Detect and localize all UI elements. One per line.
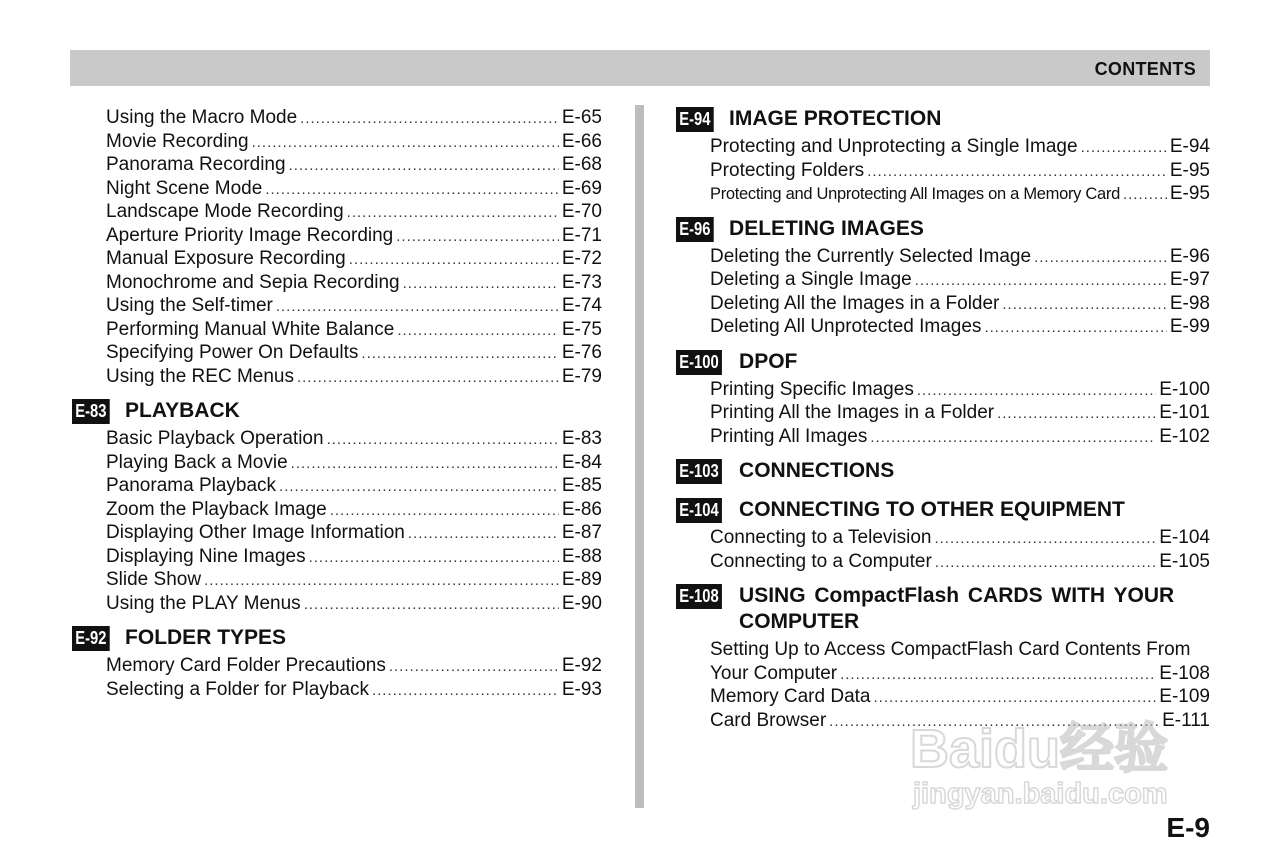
toc-entry-page: E-97 — [1169, 269, 1210, 290]
dot-leader — [291, 452, 559, 476]
section-title: FOLDER TYPES — [125, 626, 287, 649]
dot-leader — [372, 679, 559, 703]
toc-entry-title: Landscape Mode Recording — [106, 201, 344, 222]
page-badge: E-100 — [676, 350, 722, 375]
toc-entry-title: Specifying Power On Defaults — [106, 342, 359, 363]
toc-entry-title: Connecting to a Computer — [710, 550, 932, 572]
toc-entry-title: Manual Exposure Recording — [106, 248, 346, 269]
toc-entry-page: E-105 — [1159, 550, 1210, 572]
dot-leader — [252, 131, 559, 155]
dot-leader — [330, 499, 559, 523]
dot-leader — [984, 316, 1166, 340]
toc-entry-setting-up-to-access-compactflash-card-contents-from — [676, 638, 1210, 662]
dot-leader — [935, 551, 1157, 575]
section-heading — [676, 106, 1210, 136]
toc-entry-page: E-93 — [561, 678, 602, 700]
dot-leader — [840, 663, 1156, 687]
toc-entry-printing-all-the-images-in-a-folder — [676, 401, 1210, 425]
section-connections — [676, 458, 1210, 488]
dot-leader — [347, 201, 559, 225]
dot-leader — [276, 295, 559, 319]
toc-entry-title: Basic Playback Operation — [106, 428, 324, 449]
toc-entry-deleting-all-the-images-in-a-folder — [676, 292, 1210, 316]
toc-entry-aperture-priority-image-recording — [72, 224, 602, 248]
toc-entry-title: Connecting to a Television — [710, 527, 932, 548]
section-deleting-images — [676, 216, 1210, 339]
toc-entry-printing-all-images — [676, 425, 1210, 449]
dot-leader — [279, 475, 559, 499]
dot-leader — [204, 569, 559, 593]
toc-entry-title: Using the Self-timer — [106, 295, 273, 316]
toc-entry-page: E-65 — [561, 107, 602, 128]
toc-entry-title: Memory Card Data — [710, 686, 871, 707]
toc-entry-title: Deleting All Unprotected Images — [710, 316, 982, 337]
toc-entry-page: E-94 — [1169, 136, 1210, 157]
toc-entry-connecting-to-a-computer — [676, 550, 1210, 574]
toc-entry-using-the-self-timer — [72, 294, 602, 318]
toc-entry-title: Zoom the Playback Image — [106, 498, 327, 520]
dot-leader — [300, 107, 559, 131]
toc-entry-page: E-102 — [1159, 425, 1210, 447]
toc-entry-title: Night Scene Mode — [106, 177, 263, 199]
dot-leader — [867, 160, 1167, 184]
toc-entry-page: E-69 — [561, 177, 602, 199]
dot-leader — [915, 269, 1167, 293]
toc-entry-page: E-101 — [1159, 402, 1210, 423]
toc-entry-page: E-88 — [561, 545, 602, 567]
toc-entry-title: Displaying Nine Images — [106, 545, 306, 567]
dot-leader — [397, 319, 559, 343]
toc-entry-page: E-100 — [1159, 378, 1210, 400]
dot-leader — [297, 366, 559, 390]
toc-entry-title: Slide Show — [106, 569, 202, 590]
section-dpof — [676, 349, 1210, 449]
toc-entry-title: Using the Macro Mode — [106, 107, 298, 128]
toc-entry-title: Deleting All the Images in a Folder — [710, 292, 1000, 314]
toc-entry-protecting-folders — [676, 159, 1210, 183]
toc-entry-page: E-72 — [561, 248, 602, 269]
toc-entry-performing-manual-white-balance — [72, 318, 602, 342]
toc-entry-title: Selecting a Folder for Playback — [106, 678, 369, 700]
toc-entry-title: Using the REC Menus — [106, 365, 294, 387]
section-title: IMAGE PROTECTION — [729, 107, 942, 130]
toc-entry-using-the-play-menus — [72, 592, 602, 616]
section-using-compactflash-cards-with-your-computer — [676, 583, 1210, 732]
dot-leader — [1081, 136, 1167, 160]
section-heading — [72, 398, 602, 428]
toc-entry-page: E-109 — [1159, 686, 1210, 707]
page-badge: E-104 — [676, 498, 722, 523]
toc-entry-selecting-a-folder-for-playback — [72, 678, 602, 702]
dot-leader — [309, 546, 559, 570]
section-connecting-to-other-equipment — [676, 497, 1210, 573]
toc-entry-page: E-108 — [1159, 662, 1210, 684]
toc-entry-page: E-96 — [1169, 245, 1210, 267]
toc-entry-title: Aperture Priority Image Recording — [106, 224, 394, 246]
toc-entry-page: E-87 — [561, 522, 602, 543]
toc-entry-slide-show — [72, 568, 602, 592]
toc-entry-page: E-74 — [561, 295, 602, 316]
toc-entry-page: E-66 — [561, 130, 602, 152]
dot-leader — [934, 527, 1156, 551]
toc-entry-title: Printing Specific Images — [710, 378, 914, 400]
toc-entry-page: E-85 — [561, 475, 602, 496]
section-heading — [676, 216, 1210, 246]
toc-entry-using-the-macro-mode — [72, 106, 602, 130]
toc-entry-specifying-power-on-defaults — [72, 341, 602, 365]
toc-entry-page: E-83 — [561, 428, 602, 449]
toc-entry-night-scene-mode — [72, 177, 602, 201]
dot-leader — [917, 379, 1156, 403]
toc-entry-title: Card Browser — [710, 709, 827, 731]
section-title: CONNECTING TO OTHER EQUIPMENT — [739, 498, 1125, 521]
toc-entry-title: Monochrome and Sepia Recording — [106, 271, 400, 293]
toc-entry-page: E-68 — [561, 154, 602, 175]
dot-leader — [304, 593, 559, 617]
toc-entry-deleting-a-single-image — [676, 268, 1210, 292]
toc-entry-page: E-95 — [1169, 183, 1210, 204]
section-title: DPOF — [739, 349, 798, 373]
toc-entry-displaying-nine-images — [72, 545, 602, 569]
section-heading — [72, 625, 602, 655]
toc-entry-page: E-71 — [561, 224, 602, 246]
dot-leader — [327, 428, 559, 452]
left-column — [72, 106, 602, 701]
page-badge: E-94 — [676, 107, 714, 132]
toc-entry-deleting-all-unprotected-images — [676, 315, 1210, 339]
toc-entry-page: E-79 — [561, 365, 602, 387]
dot-leader — [403, 272, 559, 296]
toc-entry-connecting-to-a-television — [676, 526, 1210, 550]
toc-entry-page: E-70 — [561, 201, 602, 222]
toc-entry-page: E-84 — [561, 451, 602, 473]
dot-leader — [1002, 293, 1166, 317]
toc-entry-title: Protecting Folders — [710, 159, 865, 181]
toc-entry-deleting-the-currently-selected-image — [676, 245, 1210, 269]
dot-leader — [1034, 246, 1167, 270]
toc-entry-title: Your Computer — [710, 662, 838, 684]
toc-entry-title: Deleting the Currently Selected Image — [710, 245, 1032, 267]
toc-entry-page: E-75 — [561, 318, 602, 340]
dot-leader — [829, 710, 1159, 734]
header-title: CONTENTS — [1094, 59, 1196, 79]
toc-entry-page: E-86 — [561, 498, 602, 520]
toc-entry-manual-exposure-recording — [72, 247, 602, 271]
toc-entry-playing-back-a-movie — [72, 451, 602, 475]
toc-entry-title: Setting Up to Access CompactFlash Card Contents From — [710, 639, 1191, 660]
toc-entry-basic-playback-operation — [72, 427, 602, 451]
toc-entry-using-the-rec-menus — [72, 365, 602, 389]
toc-entry-printing-specific-images — [676, 378, 1210, 402]
section-heading — [676, 458, 1210, 488]
toc-entry-title: Printing All the Images in a Folder — [710, 402, 995, 423]
toc-entry-title: Protecting and Unprotecting All Images on a Memory Card — [710, 185, 1120, 203]
dot-leader — [1123, 183, 1167, 207]
toc-entry-movie-recording — [72, 130, 602, 154]
toc-entry-title: Movie Recording — [106, 130, 249, 152]
dot-leader — [874, 686, 1157, 710]
toc-entry-zoom-the-playback-image — [72, 498, 602, 522]
watermark-line1: Baidu经验 — [910, 719, 1169, 779]
page-badge: E-83 — [72, 399, 110, 424]
section-title: DELETING IMAGES — [729, 216, 924, 240]
dot-leader — [408, 522, 559, 546]
toc-entry-page: E-76 — [561, 342, 602, 363]
toc-entry-title: Panorama Playback — [106, 475, 277, 496]
dot-leader — [349, 248, 559, 272]
section-title: USING CompactFlash CARDS WITH YOUR COMPUTER — [739, 584, 1175, 633]
toc-entry-page: E-98 — [1169, 292, 1210, 314]
toc-entry-protecting-and-unprotecting-a-single-image — [676, 135, 1210, 159]
dot-leader — [389, 655, 559, 679]
section-title: CONNECTIONS — [739, 459, 895, 482]
toc-entry-panorama-playback — [72, 474, 602, 498]
toc-entry-title: Panorama Recording — [106, 154, 286, 175]
dot-leader — [265, 178, 559, 202]
toc-entry-page: E-73 — [561, 271, 602, 293]
dot-leader — [396, 225, 559, 249]
toc-entry-page: E-111 — [1162, 709, 1210, 731]
dot-leader — [289, 154, 559, 178]
section-playback — [72, 398, 602, 615]
toc-entry-title: Performing Manual White Balance — [106, 318, 395, 340]
toc-entry-title: Playing Back a Movie — [106, 451, 288, 473]
toc-entry-card-browser — [676, 709, 1210, 733]
dot-leader — [997, 402, 1156, 426]
toc-entry-title: Deleting a Single Image — [710, 269, 912, 290]
toc-entry-page: E-104 — [1159, 527, 1210, 548]
toc-entry-your-computer — [676, 662, 1210, 686]
section-image-protection — [676, 106, 1210, 206]
page-badge: E-108 — [676, 584, 722, 609]
page-number: E-9 — [1166, 812, 1210, 843]
section-title: PLAYBACK — [125, 399, 240, 422]
column-divider — [635, 105, 644, 808]
dot-leader — [870, 426, 1156, 450]
toc-entry-protecting-and-unprotecting-all-images-on-a-memory-card — [676, 182, 1210, 206]
section-heading — [676, 349, 1210, 379]
toc-entry-landscape-mode-recording — [72, 200, 602, 224]
page-badge: E-92 — [72, 626, 110, 651]
toc-entry-title: Using the PLAY Menus — [106, 592, 301, 614]
toc-entry-memory-card-data — [676, 685, 1210, 709]
toc-entry-title: Protecting and Unprotecting a Single Image — [710, 136, 1078, 157]
toc-entry-panorama-recording — [72, 153, 602, 177]
toc-entry-page: E-92 — [561, 655, 602, 676]
toc-entry-page: E-99 — [1169, 316, 1210, 337]
toc-entry-title: Memory Card Folder Precautions — [106, 655, 386, 676]
section-heading — [676, 497, 1210, 527]
page-badge: E-96 — [676, 217, 714, 242]
dot-leader — [361, 342, 558, 366]
toc-entry-title: Displaying Other Image Information — [106, 522, 405, 543]
toc-entry-page: E-90 — [561, 592, 602, 614]
header-bar — [70, 50, 1210, 86]
section-heading — [676, 583, 1210, 639]
toc-entry-page: E-95 — [1169, 159, 1210, 181]
toc-entry-memory-card-folder-precautions — [72, 654, 602, 678]
watermark-line2: jingyan.baidu.com — [913, 778, 1168, 810]
toc-entry-page: E-89 — [561, 569, 602, 590]
right-column — [676, 106, 1210, 732]
toc-entry-title: Printing All Images — [710, 425, 868, 447]
toc-entry-displaying-other-image-information — [72, 521, 602, 545]
page-badge: E-103 — [676, 459, 722, 484]
toc-entry-monochrome-and-sepia-recording — [72, 271, 602, 295]
section-folder-types — [72, 625, 602, 701]
